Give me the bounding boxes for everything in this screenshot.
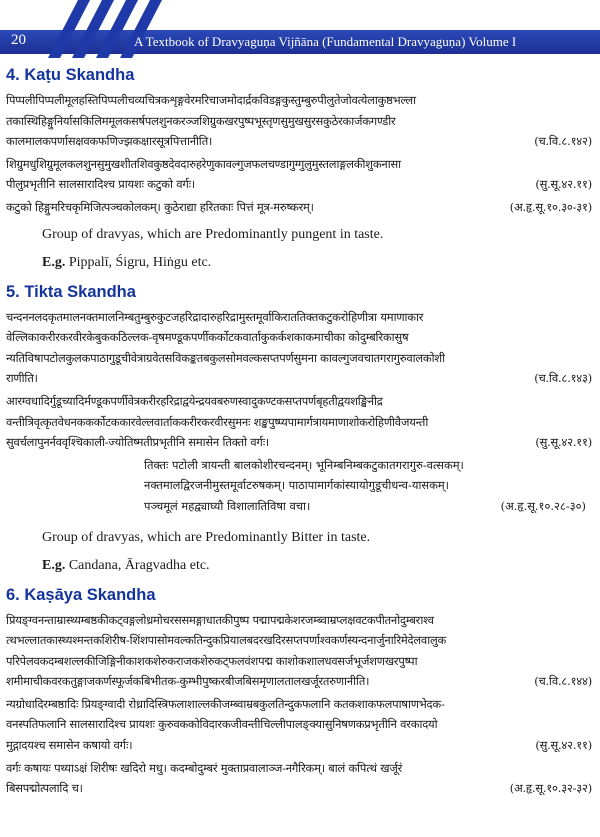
katu-paragraph-1: [6, 90, 592, 152]
text-line: वनस्पतिफलानि सालसारादिश्च प्रायशः कुरुवककोविदारकजीवन्तीचिल्लीपालङ्क्यासुनिषणकप्रभृतीनि वरकादयो: [6, 717, 438, 732]
kasaya-paragraph-2: [6, 694, 592, 756]
tikta-verse: [144, 455, 586, 517]
text-segment: शमीमाचीकवरकतुङ्गाजकर्णस्फूर्जकबिभीतक-कुम्भीपुष्करबीजबिसमृणालतालखर्जूरतरुणानीति।: [6, 674, 370, 689]
page-content: [6, 63, 592, 799]
text-line: [6, 174, 592, 195]
katu-note: Group of dravyas, which are Predominantly pungent in taste.: [42, 226, 384, 242]
section-heading-katu: 4. Kaṭu Skandha: [6, 66, 135, 84]
kasaya-paragraph-3: [6, 758, 592, 799]
verse-line: [144, 496, 586, 517]
text-line: परिपेलवकदम्बशल्लकीजिङ्गिनीकाशकशेरुकराजकशेरुकट्फलवंशपद्म काशोकशालधवसर्जभूर्जशणखरपुष्पा: [6, 653, 418, 668]
text-line: शिग्रुमधुशिग्रुमूलकलशुनसुमुखशीतशिवकुष्ठदेवदारुहरेणुकावल्गुजफलचण्डागुग्गुलुमुस्तलाङ्गलकीशुकनासा: [6, 156, 401, 171]
text-line: [6, 735, 592, 756]
text-segment: मुद्गादयश्च समासेन कषायो वर्गः।: [6, 738, 133, 753]
reference-citation: (सु.सू.४२.११): [535, 177, 592, 192]
example-label: E.g.: [42, 557, 66, 573]
verse-line: तिक्तः पटोली त्रायन्ती बालकोशीरचन्दनम्। भूनिम्बनिम्बकटुकातगरागुरु-वत्सकम्।: [144, 457, 464, 472]
text-segment: कालमालकपर्णासक्षवकफणिज्झकक्षारसूत्रपित्तानीति।: [6, 134, 213, 149]
text-segment: बिसपद्मोत्पलादि च।: [6, 781, 83, 796]
example-text: Candana, Āragvadha etc.: [65, 557, 210, 573]
running-title: A Textbook of Dravyaguṇa Vijñāna (Fundamental Dravyaguṇa) Volume I: [134, 34, 517, 49]
text-segment: पञ्चमूलं महद्व्याघ्यौ विशालातिविषा वचा।: [144, 498, 311, 513]
text-line: त्थभल्लातकास्थ्यश्मन्तकशिरीष-शिंशपासोमवल्कतिन्दुकप्रियालबदरखदिरसप्तपर्णाश्वकर्णस्यन्दनार्जुनारिमेदेलवालुक: [6, 633, 447, 648]
reference-citation: (अ.हृ.सू.१०.२८-३०): [500, 498, 586, 513]
text-segment: पीलुप्रभृतीनि सालसारादिश्च प्रायशः कटुको वर्गः।: [6, 177, 195, 192]
katu-paragraph-3: [6, 197, 592, 218]
text-line: न्यतिविषापटोलकुलकपाठागुडूचीवेत्राग्रवेतसविकङ्कतबकुलसोमवल्कसप्तपर्णसुमना कावल्गुजवचातगरागुरुवालकोशी: [6, 350, 445, 365]
section-heading-tikta: 5. Tikta Skandha: [6, 282, 136, 301]
text-line: [6, 432, 592, 453]
text-line: चन्दननलदकृतमालनक्तमालनिम्बतुम्बुरुकुटजहरिद्रादारुहरिद्रामुस्तमूर्वाकिराततिक्तकटुकरोहिणीत्रा यमाणाकार: [6, 309, 424, 324]
text-line: वन्तीत्रिवृत्कृतवेधनककर्कोटककारवेल्लवार्ताककरीरकरवीरसुमनः शङ्खपुष्प्यपामार्गत्रायमाणाशोकरोहिणीवैजयन्ती: [6, 414, 429, 429]
tikta-example: [42, 555, 592, 577]
tikta-note: Group of dravyas, which are Predominantly Bitter in taste.: [42, 529, 371, 545]
verse-line: नक्तमालद्विरजनीमुस्तमूर्वाटरुषकम्। पाठापामार्गकांस्यायोगुडूचीधन्व-यासकम्।: [144, 478, 449, 493]
text-line: [6, 778, 592, 799]
tikta-paragraph-1: [6, 307, 592, 389]
reference-citation: (च.वि.८.१४३): [534, 371, 592, 386]
text-line: प्रियङ्ग्वनन्ताम्रास्थ्यम्बष्ठकीकट्वङ्गलोध्रमोचरससमङ्गाधातकीपुष्प पद्मापद्मकेशरजम्ब्वाम्रप्लक्षवटकपीतनोदुम्बराश्व: [6, 612, 434, 627]
section-heading-kasaya: 6. Kaṣāya Skandha: [6, 585, 156, 604]
page-header: [0, 0, 600, 58]
page-number: 20: [11, 32, 26, 48]
reference-citation: (सु.सू.४२.११): [535, 435, 592, 450]
example-label: E.g.: [42, 254, 66, 270]
text-line: [6, 197, 592, 218]
katu-paragraph-2: [6, 154, 592, 195]
text-line: तकास्थिहिङ्गुनिर्यासकिलिममूलकसर्षपलशुनकरञ्जशिग्रुकखरपुष्पभूस्तृणसुमुखसुरसकुठेरकार्जकगण्डीर: [6, 113, 396, 128]
example-text: Pippalī, Śigru, Hiṅgu etc.: [65, 254, 212, 270]
kasaya-paragraph-1: [6, 610, 592, 692]
text-line: [6, 131, 592, 152]
text-segment: राणीति।: [6, 371, 38, 386]
text-line: न्यग्रोधादिरम्बष्ठादिः प्रियङ्ग्वादी रोध्रादिस्त्रिफलाशाल्लकीजम्ब्वाम्रबकुलतिन्दुकफलानि कतकशाकफलपाषाणभेदक-: [6, 696, 445, 711]
text-line: [6, 368, 592, 389]
reference-citation: (अ.हृ.सू.१०.३२-३२): [509, 781, 592, 796]
reference-citation: (अ.हृ.सू.१०.३०-३१): [509, 199, 592, 214]
reference-citation: (च.वि.८.१४२): [534, 134, 592, 149]
reference-citation: (सु.सू.४२.११): [535, 738, 592, 753]
text-line: वेल्लिकाकरीरकरवीरकेबुककठिल्लक-वृषमण्डूकपर्णीकर्कोटकवार्ताकुकर्कशकाकमाचीका कोदुम्बरिकासुष: [6, 330, 409, 345]
tikta-paragraph-2: [6, 391, 592, 453]
text-line: [6, 671, 592, 692]
text-segment: सुवर्चलापुनर्नववृश्चिकाली-ज्योतिष्मतीप्रभृतीनि समासेन तिक्तो वर्गः।: [6, 435, 270, 450]
text-line: पिप्पलीपिप्पलीमूलहस्तिपिप्पलीचव्यचित्रकशृङ्गवेरमरिचाजमोदार्द्रकविडङ्गकुस्तुम्बुरुपीलुतेजोवत्येलाकुष्ठभल्ला: [6, 93, 416, 107]
katu-example: [42, 252, 592, 274]
text-segment: कटुको हिङ्गुमरिचकृमिजित्पञ्चकोलकम्। कुठेराद्या हरितकाः पित्तं मूत्र-मरुष्करम्।: [6, 199, 314, 214]
text-line: आरग्वधादिर्गुडूच्यादिर्मण्डूकपर्णीवेत्रकरीरहरिद्राद्वयेन्द्रयवबरुणस्वादुकण्टकसप्तपर्णबृहतीद्वयशङ्खिनीद्र: [6, 393, 383, 408]
reference-citation: (च.वि.८.१४४): [534, 674, 592, 689]
text-line: वर्गः कषायः पथ्याऽक्षं शिरीषः खदिरो मधु। कदम्बोदुम्बरं मुक्ताप्रवालाञ्ज-नगैरिकम्। बालं कपित्थं खर्जूरं: [6, 760, 403, 775]
